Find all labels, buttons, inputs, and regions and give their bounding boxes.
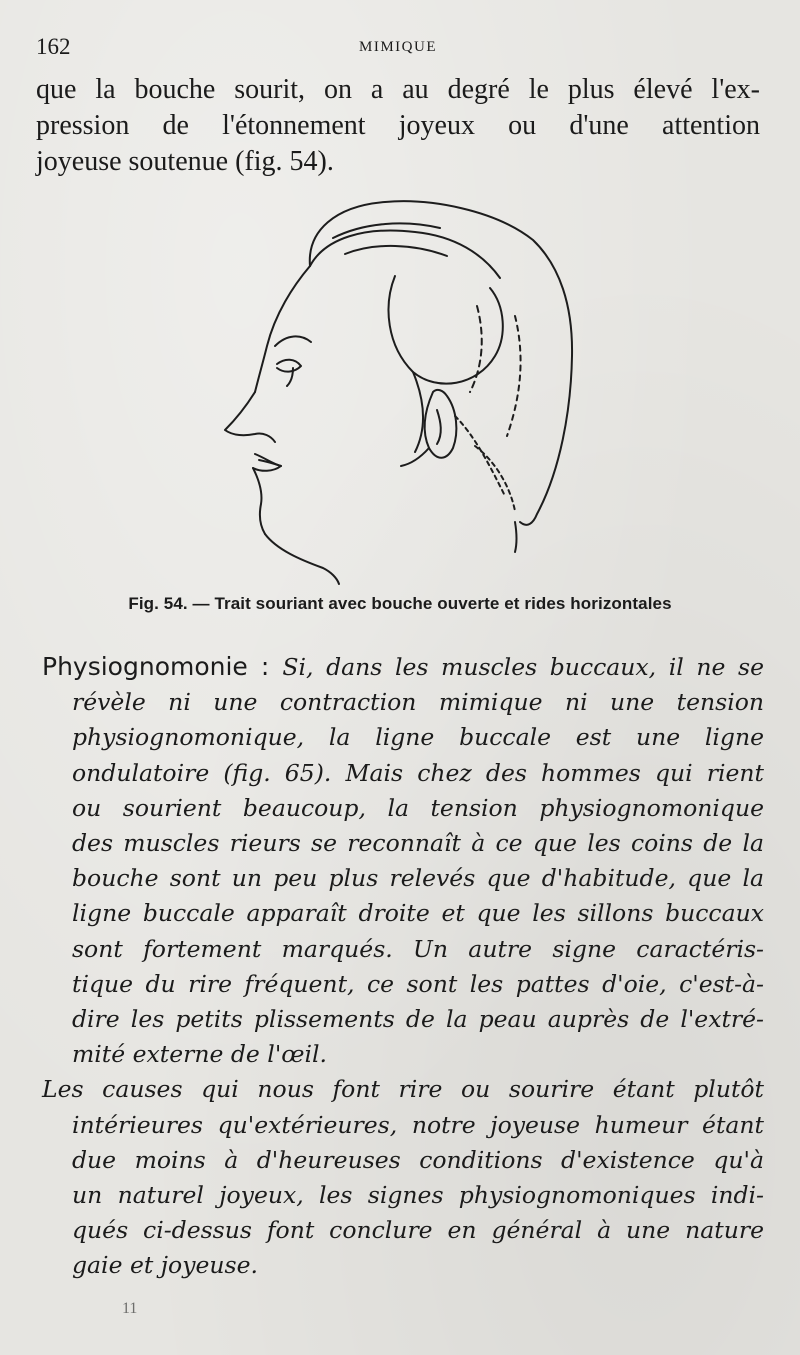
text-line: physiognomonique, la ligne buccale est une ligne	[72, 723, 764, 752]
text-line: que la bouche sourit, on a au degré le plus élevé l'ex-	[36, 74, 760, 105]
text-line: due moins à d'heureuses conditions d'existence qu'à	[72, 1145, 764, 1174]
text-line: sont fortement marqués. Un autre signe caractéris-	[72, 934, 764, 963]
smiling-profile-drawing	[215, 196, 585, 588]
text-line: Les causes qui nous font rire ou sourire étant plutôt	[42, 1075, 764, 1104]
section-lead: Physiognomonie :	[42, 652, 283, 681]
body-paragraphs	[42, 649, 764, 1284]
chin	[253, 468, 265, 534]
hair-outline	[310, 201, 572, 525]
text-line: joyeuse soutenue (fig. 54).	[36, 146, 334, 177]
running-head	[36, 34, 760, 64]
text-line: révèle ni une contraction mimique ni une tension	[72, 688, 764, 717]
page-number: 162	[36, 34, 71, 59]
text-line: un naturel joyeux, les signes physiognomoniques indi-	[72, 1181, 764, 1210]
forehead-line	[255, 266, 310, 392]
text-line: des muscles rieurs se reconnaît à ce que les coins de la	[72, 829, 764, 858]
text-line: ondulatoire (fig. 65). Mais chez des hommes qui rient	[72, 758, 764, 787]
running-title: MIMIQUE	[359, 39, 437, 55]
eyebrow	[275, 336, 311, 346]
eye	[277, 360, 301, 372]
text-line: dire les petits plissements de la peau auprès de l'extré-	[72, 1005, 764, 1034]
text-line: bouche sont un peu plus relevés que d'habitude, que la	[72, 864, 764, 893]
neck	[265, 534, 339, 584]
text-line: ou sourient beaucoup, la tension physiognomonique	[72, 793, 764, 822]
text-line: intérieures qu'extérieures, notre joyeuse humeur étant	[72, 1110, 764, 1139]
text-line: gaie et joyeuse.	[72, 1251, 258, 1280]
profile-illustration	[215, 196, 585, 588]
intro-paragraph	[36, 72, 760, 180]
signature-mark: 11	[122, 1300, 138, 1317]
text-line: pression de l'étonnement joyeux ou d'une attention	[36, 110, 760, 141]
hair-roll	[310, 230, 500, 278]
text-line: qués ci-dessus font conclure en général à une nature	[72, 1216, 764, 1245]
nose	[225, 392, 275, 442]
figure-caption: Fig. 54. — Trait souriant avec bouche ouverte et rides horizontales	[128, 594, 672, 613]
text-line: tique du rire fréquent, ce sont les pattes d'oie, c'est-à-	[72, 969, 764, 998]
text-fragment: Si, dans les muscles buccaux, il ne se	[282, 653, 764, 681]
text-line	[42, 649, 764, 685]
text-line: ligne buccale apparaît droite et que les sillons buccaux	[72, 899, 764, 928]
text-line: mité externe de l'œil.	[72, 1040, 328, 1069]
